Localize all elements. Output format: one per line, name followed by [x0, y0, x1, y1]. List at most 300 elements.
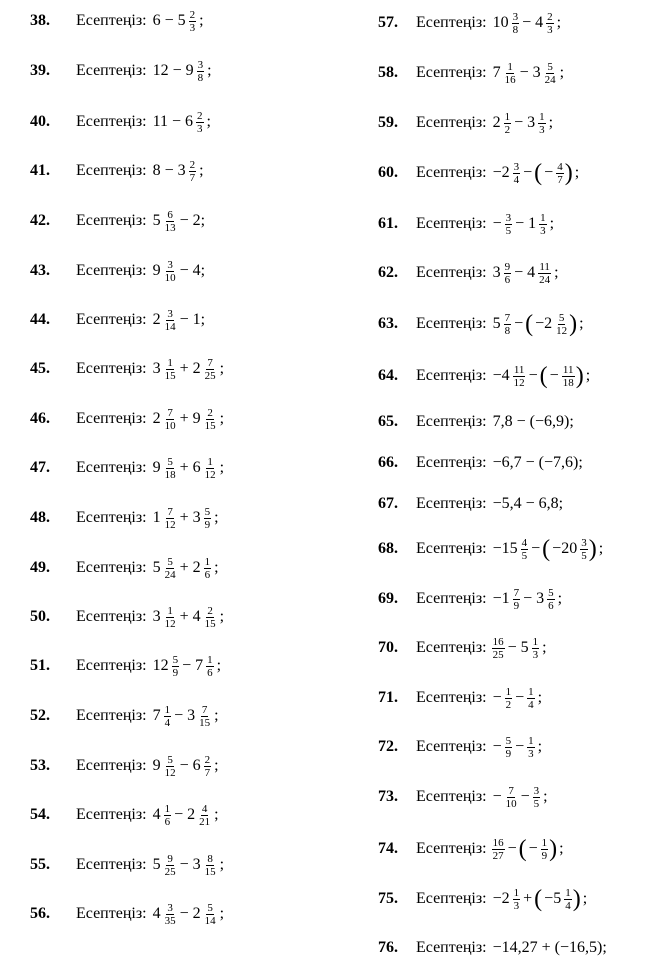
- expression-text: −6,7 − (−7,6);: [492, 454, 583, 471]
- exercise-label: Есептеңіз:: [76, 162, 147, 179]
- exercise-label: Есептеңіз:: [416, 413, 487, 430]
- fraction: [164, 308, 177, 333]
- fraction: [504, 312, 512, 337]
- fraction: [512, 11, 520, 36]
- numerator: 1: [513, 886, 520, 899]
- denominator: 15: [204, 617, 216, 630]
- fraction: [527, 686, 535, 711]
- fraction: [198, 704, 211, 729]
- exercise-label: Есептеңіз:: [76, 905, 147, 922]
- exercise-number: 44.: [30, 311, 50, 328]
- parenthesis: (: [518, 836, 527, 862]
- expression-text: 7: [492, 64, 501, 81]
- numerator: 11: [513, 363, 525, 376]
- expression-text: ;: [542, 639, 547, 656]
- exercise-number: 73.: [378, 788, 398, 805]
- fraction: [164, 259, 177, 284]
- numerator: 1: [207, 455, 213, 468]
- expression-text: −: [523, 164, 533, 181]
- exercise-number: 42.: [30, 212, 50, 229]
- fraction: [164, 407, 177, 432]
- expression-text: 6 − 5: [152, 12, 186, 29]
- math-expression: [491, 61, 566, 86]
- numerator: 1: [540, 211, 546, 224]
- fraction: [204, 754, 212, 779]
- expression-text: − 6: [179, 757, 201, 774]
- expression-text: ;: [214, 509, 219, 526]
- math-expression: [491, 495, 566, 513]
- expression-text: ;: [219, 856, 225, 873]
- exercise-label: Есептеңіз:: [76, 459, 147, 476]
- expression-text: 11 − 6: [152, 113, 194, 130]
- denominator: 14: [164, 320, 176, 333]
- math-expression: [151, 556, 221, 581]
- numerator: 1: [167, 356, 173, 369]
- exercise-label: Есептеңіз:: [416, 788, 487, 805]
- expression-text: − 3: [174, 707, 196, 724]
- expression-text: 2: [152, 311, 161, 328]
- fraction: [538, 111, 546, 136]
- denominator: 15: [204, 865, 216, 878]
- exercise-number: 46.: [30, 410, 50, 427]
- exercise-number: 69.: [378, 590, 398, 607]
- expression-text: −: [514, 315, 524, 332]
- denominator: 16: [504, 73, 516, 86]
- fraction: [204, 357, 217, 382]
- expression-text: ;: [214, 757, 219, 774]
- exercise-number: 50.: [30, 608, 50, 625]
- exercise-number: 68.: [378, 540, 398, 557]
- numerator: 2: [197, 109, 203, 122]
- math-expression: [491, 413, 576, 431]
- fraction: [197, 59, 205, 84]
- math-expression: [491, 636, 549, 661]
- expression-text: −: [549, 367, 559, 384]
- numerator: 6: [167, 208, 173, 221]
- numerator: 5: [167, 555, 173, 568]
- fraction: [513, 364, 526, 389]
- math-expression: [491, 887, 590, 912]
- exercise-number: 47.: [30, 459, 50, 476]
- expression-text: ;: [579, 315, 584, 332]
- expression-text: ;: [559, 64, 565, 81]
- exercise-label: Есептеңіз:: [76, 410, 147, 427]
- denominator: 35: [164, 914, 176, 927]
- expression-text: − 4: [514, 264, 536, 281]
- numerator: 3: [581, 536, 587, 549]
- numerator: 3: [513, 160, 520, 173]
- parenthesis: (: [542, 536, 551, 562]
- math-expression: [491, 537, 606, 562]
- numerator: 1: [504, 110, 511, 123]
- numerator: 9: [504, 260, 511, 273]
- exercise-number: 75.: [378, 890, 398, 907]
- expression-text: 2: [152, 410, 161, 427]
- parenthesis: ): [588, 536, 597, 562]
- denominator: 10: [505, 797, 517, 810]
- exercise-number: 64.: [378, 367, 398, 384]
- expression-text: −: [507, 840, 517, 857]
- fraction: [164, 357, 177, 382]
- math-expression: [491, 837, 566, 862]
- expression-text: + 6: [179, 459, 201, 476]
- fraction: [164, 456, 177, 481]
- fraction: [538, 261, 551, 286]
- numerator: 1: [541, 836, 548, 849]
- denominator: 8: [512, 23, 519, 36]
- math-expression: [491, 312, 586, 337]
- exercise-number: 59.: [378, 114, 398, 131]
- fraction: [164, 209, 177, 234]
- exercise-label: Есептеңіз:: [76, 262, 147, 279]
- expression-text: − 3: [523, 590, 545, 607]
- expression-text: ;: [585, 367, 591, 384]
- fraction: [172, 654, 180, 679]
- exercise-label: Есептеңіз:: [76, 559, 147, 576]
- fraction: [513, 587, 521, 612]
- numerator: 5: [548, 586, 554, 599]
- numerator: 7: [201, 703, 208, 716]
- parenthesis: ): [575, 363, 584, 389]
- fraction: [189, 159, 197, 184]
- fraction: [189, 9, 197, 34]
- fraction: [555, 312, 568, 337]
- numerator: 2: [189, 8, 196, 21]
- math-expression: [491, 111, 555, 136]
- math-expression: [491, 785, 550, 810]
- fraction: [513, 887, 521, 912]
- denominator: 2: [505, 698, 512, 711]
- fraction: [505, 686, 513, 711]
- expression-text: ;: [557, 590, 563, 607]
- expression-text: − 2;: [179, 212, 206, 229]
- expression-text: −4: [492, 367, 510, 384]
- denominator: 3: [532, 648, 539, 661]
- expression-text: ;: [214, 559, 219, 576]
- expression-text: −: [515, 738, 525, 755]
- expression-text: + 4: [179, 608, 201, 625]
- denominator: 8: [197, 71, 204, 84]
- denominator: 6: [504, 273, 511, 286]
- fraction: [504, 111, 512, 136]
- expression-text: ;: [543, 788, 548, 805]
- exercise-label: Есептеңіз:: [76, 856, 147, 873]
- fraction: [204, 456, 217, 481]
- exercise-label: Есептеңіз:: [416, 590, 487, 607]
- numerator: 1: [528, 685, 534, 698]
- math-expression: [151, 704, 221, 729]
- parenthesis: ): [569, 311, 578, 337]
- expression-text: 7,8 − (−6,9);: [492, 413, 574, 430]
- math-expression: [491, 161, 582, 186]
- numerator: 1: [164, 703, 171, 716]
- expression-text: 12: [152, 657, 169, 674]
- exercise-number: 62.: [378, 264, 398, 281]
- exercise-number: 74.: [378, 840, 398, 857]
- exercise-number: 41.: [30, 162, 50, 179]
- denominator: 12: [204, 468, 216, 481]
- exercise-label: Есептеңіз:: [416, 495, 487, 512]
- exercise-number: 45.: [30, 360, 50, 377]
- fraction: [492, 636, 505, 661]
- exercise-number: 66.: [378, 454, 398, 471]
- denominator: 2: [504, 123, 511, 136]
- expression-text: −: [492, 215, 502, 232]
- fraction: [504, 261, 512, 286]
- numerator: 1: [164, 802, 171, 815]
- denominator: 3: [528, 747, 534, 760]
- denominator: 12: [164, 617, 176, 630]
- expression-text: −14,27 + (−16,5);: [492, 939, 607, 956]
- denominator: 18: [562, 376, 574, 389]
- fraction: [198, 803, 211, 828]
- numerator: 3: [505, 211, 512, 224]
- expression-text: ;: [548, 114, 554, 131]
- fraction: [541, 837, 549, 862]
- numerator: 7: [508, 784, 514, 797]
- math-expression: [151, 853, 226, 878]
- exercise-label: Есептеңіз:: [76, 806, 147, 823]
- expression-text: 9: [152, 459, 161, 476]
- exercise-label: Есептеңіз:: [416, 114, 487, 131]
- denominator: 3: [189, 21, 196, 34]
- denominator: 24: [544, 73, 556, 86]
- exercise-number: 48.: [30, 509, 50, 526]
- math-expression: [491, 686, 545, 711]
- exercise-label: Есептеңіз:: [416, 840, 487, 857]
- numerator: 1: [507, 60, 513, 73]
- fraction: [544, 61, 557, 86]
- fraction: [164, 605, 177, 630]
- denominator: 18: [164, 468, 176, 481]
- expression-text: −: [528, 840, 538, 857]
- exercise-label: Есептеңіз:: [416, 264, 487, 281]
- exercise-number: 53.: [30, 757, 50, 774]
- math-expression: [151, 308, 207, 333]
- expression-text: −5: [544, 890, 562, 907]
- denominator: 27: [492, 849, 504, 862]
- math-expression: [151, 59, 214, 84]
- fraction: [533, 785, 541, 810]
- denominator: 12: [164, 518, 176, 531]
- expression-text: + 2: [179, 559, 201, 576]
- expression-text: − 5: [507, 639, 529, 656]
- parenthesis: ): [564, 160, 573, 186]
- denominator: 9: [541, 849, 548, 862]
- expression-text: − 3: [514, 114, 536, 131]
- exercise-number: 40.: [30, 113, 50, 130]
- fraction: [546, 11, 554, 36]
- numerator: 3: [167, 901, 173, 914]
- denominator: 24: [164, 568, 176, 581]
- numerator: 7: [167, 505, 173, 518]
- denominator: 8: [504, 324, 511, 337]
- exercise-number: 58.: [378, 64, 398, 81]
- numerator: 1: [565, 886, 571, 899]
- expression-text: 5: [152, 212, 161, 229]
- numerator: 5: [167, 753, 173, 766]
- numerator: 3: [167, 258, 173, 271]
- exercise-number: 65.: [378, 413, 398, 430]
- exercise-label: Есептеңіз:: [416, 890, 487, 907]
- numerator: 5: [505, 734, 512, 747]
- numerator: 1: [167, 604, 173, 617]
- expression-text: − 4: [522, 14, 544, 31]
- expression-text: ;: [537, 738, 543, 755]
- fraction: [504, 61, 517, 86]
- exercise-label: Есептеңіз:: [76, 608, 147, 625]
- exercise-label: Есептеңіз:: [416, 738, 487, 755]
- numerator: 2: [207, 406, 213, 419]
- parenthesis: (: [539, 363, 548, 389]
- expression-text: ;: [219, 905, 225, 922]
- exercise-label: Есептеңіз:: [76, 62, 147, 79]
- expression-text: ;: [214, 707, 219, 724]
- denominator: 5: [533, 797, 540, 810]
- exercise-number: 54.: [30, 806, 50, 823]
- expression-text: −: [515, 689, 525, 706]
- expression-text: 3: [152, 360, 161, 377]
- expression-text: −: [528, 367, 538, 384]
- denominator: 24: [539, 273, 551, 286]
- denominator: 7: [204, 766, 211, 779]
- denominator: 12: [556, 324, 568, 337]
- fraction: [164, 853, 177, 878]
- expression-text: − 3: [519, 64, 541, 81]
- denominator: 7: [557, 173, 563, 186]
- exercise-number: 70.: [378, 639, 398, 656]
- denominator: 25: [204, 369, 216, 382]
- math-expression: [151, 259, 207, 284]
- exercise-label: Есептеңіз:: [416, 14, 487, 31]
- fraction: [164, 556, 177, 581]
- denominator: 9: [172, 666, 179, 679]
- exercise-label: Есептеңіз:: [416, 64, 487, 81]
- math-expression: [151, 654, 223, 679]
- expression-text: 7: [152, 707, 161, 724]
- expression-text: 9: [152, 262, 161, 279]
- exercise-label: Есептеңіз:: [416, 367, 487, 384]
- exercise-number: 56.: [30, 905, 50, 922]
- expression-text: 8 − 3: [152, 162, 186, 179]
- denominator: 4: [513, 173, 520, 186]
- expression-text: −2: [492, 890, 510, 907]
- parenthesis: ): [549, 836, 558, 862]
- expression-text: 12 − 9: [152, 62, 194, 79]
- math-expression: [151, 902, 226, 927]
- exercise-number: 51.: [30, 657, 50, 674]
- expression-text: + 9: [179, 410, 201, 427]
- denominator: 25: [164, 865, 176, 878]
- expression-text: −: [544, 164, 554, 181]
- denominator: 9: [513, 599, 520, 612]
- numerator: 5: [207, 901, 213, 914]
- expression-text: −2: [535, 315, 553, 332]
- numerator: 1: [505, 685, 512, 698]
- fraction: [204, 506, 212, 531]
- numerator: 11: [539, 260, 550, 273]
- denominator: 5: [581, 549, 587, 562]
- numerator: 11: [562, 363, 574, 376]
- denominator: 7: [189, 171, 196, 184]
- expression-text: 3: [152, 608, 161, 625]
- math-expression: [151, 9, 206, 34]
- exercise-label: Есептеңіз:: [76, 360, 147, 377]
- fraction: [206, 654, 214, 679]
- fraction: [204, 556, 212, 581]
- numerator: 7: [504, 311, 511, 324]
- numerator: 5: [547, 60, 553, 73]
- denominator: 10: [164, 271, 176, 284]
- fraction: [505, 212, 513, 237]
- expression-text: − 2: [174, 806, 196, 823]
- expression-text: − 7: [182, 657, 204, 674]
- expression-text: 1: [152, 509, 161, 526]
- exercise-number: 52.: [30, 707, 50, 724]
- math-expression: [491, 212, 557, 237]
- math-expression: [491, 735, 545, 760]
- expression-text: − 1;: [179, 311, 206, 328]
- fraction: [204, 902, 217, 927]
- parenthesis: ): [572, 886, 581, 912]
- expression-text: +: [523, 890, 533, 907]
- expression-text: ;: [199, 12, 204, 29]
- numerator: 5: [167, 455, 173, 468]
- exercise-number: 55.: [30, 856, 50, 873]
- expression-text: ;: [556, 14, 562, 31]
- expression-text: −20: [552, 540, 578, 557]
- exercise-number: 76.: [378, 939, 398, 956]
- numerator: 3: [167, 307, 173, 320]
- expression-text: ;: [559, 840, 564, 857]
- fraction: [547, 587, 555, 612]
- expression-text: ;: [219, 608, 225, 625]
- exercise-number: 57.: [378, 14, 398, 31]
- expression-text: ;: [219, 410, 225, 427]
- expression-text: −5,4 − 6,8;: [492, 495, 564, 512]
- expression-text: 5: [492, 315, 501, 332]
- expression-text: 3: [492, 264, 501, 281]
- exercise-number: 61.: [378, 215, 398, 232]
- expression-text: ;: [219, 459, 225, 476]
- fraction: [532, 636, 540, 661]
- math-expression: [491, 261, 561, 286]
- fraction: [562, 364, 575, 389]
- denominator: 6: [207, 666, 213, 679]
- expression-text: ;: [582, 890, 588, 907]
- exercise-label: Есептеңіз:: [416, 639, 487, 656]
- math-expression: [151, 605, 226, 630]
- numerator: 5: [172, 653, 179, 666]
- exercise-label: Есептеңіз:: [416, 454, 487, 471]
- math-expression: [151, 159, 206, 184]
- denominator: 3: [539, 123, 545, 136]
- numerator: 2: [204, 753, 211, 766]
- expression-text: ;: [574, 164, 580, 181]
- exercise-number: 49.: [30, 559, 50, 576]
- denominator: 5: [521, 549, 528, 562]
- numerator: 7: [207, 356, 213, 369]
- numerator: 4: [521, 536, 528, 549]
- denominator: 4: [164, 716, 171, 729]
- expression-text: −: [492, 738, 502, 755]
- parenthesis: (: [534, 886, 543, 912]
- parenthesis: (: [534, 160, 543, 186]
- fraction: [521, 537, 529, 562]
- math-expression: [491, 939, 609, 957]
- denominator: 3: [513, 899, 520, 912]
- expression-text: + 2: [179, 360, 201, 377]
